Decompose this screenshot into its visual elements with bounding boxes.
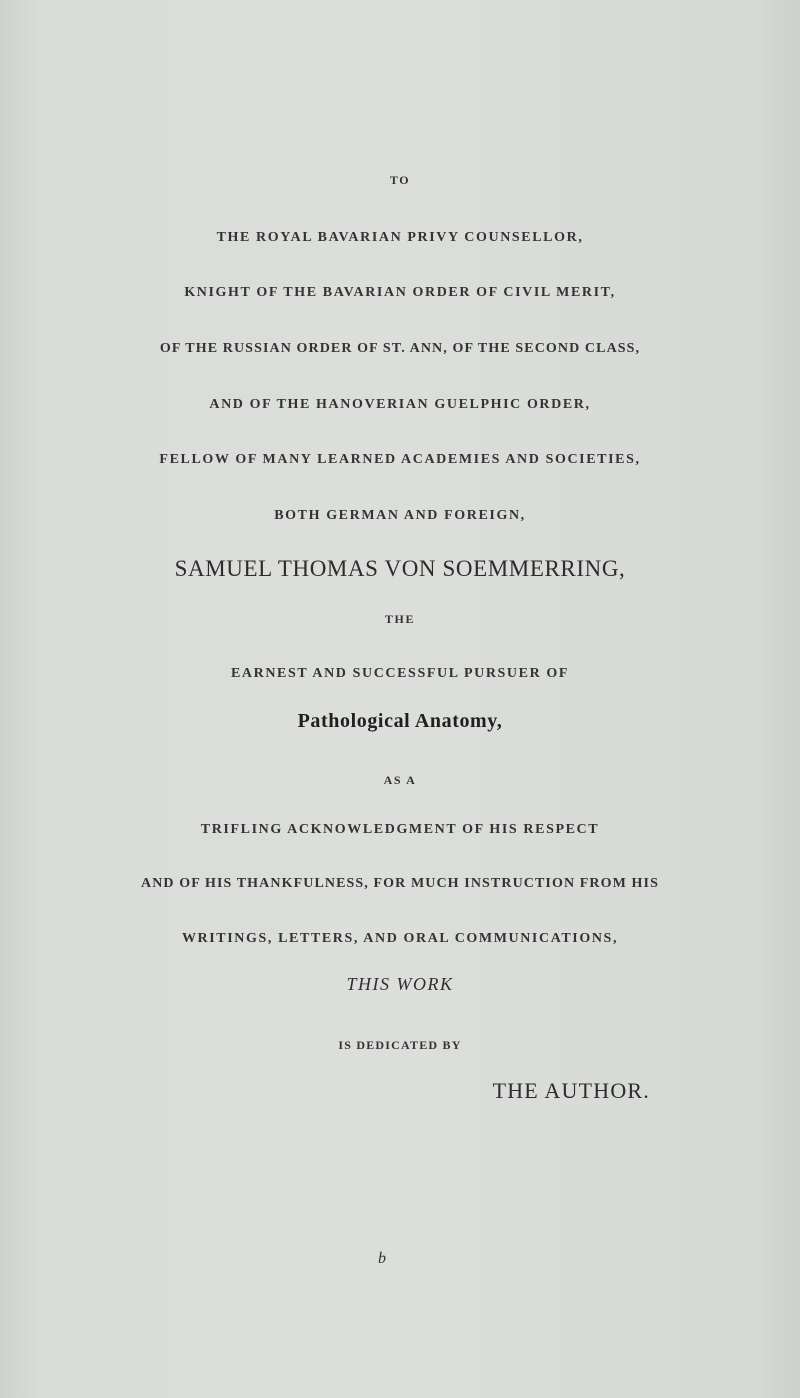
dedication-dedicated-by: IS DEDICATED BY <box>338 1038 462 1052</box>
dedication-line-pursuer: EARNEST AND SUCCESSFUL PURSUER OF <box>230 666 570 681</box>
dedication-line-russian-order: OF THE RUSSIAN ORDER OF ST. ANN, OF THE SECOND CLASS, <box>159 341 641 356</box>
dedication-the: THE <box>384 612 416 626</box>
dedication-line-knight: KNIGHT OF THE BAVARIAN ORDER OF CIVIL MERIT, <box>184 285 616 300</box>
dedication-line-fellow: FELLOW OF MANY LEARNED ACADEMIES AND SOCIETIES, <box>159 452 641 467</box>
dedication-line-writings: WRITINGS, LETTERS, AND ORAL COMMUNICATIONS, <box>181 931 619 946</box>
dedication-as-a: AS A <box>383 773 417 787</box>
dedication-line-german-foreign: BOTH GERMAN AND FOREIGN, <box>274 508 526 523</box>
signature-mark: b <box>378 1250 386 1267</box>
dedication-this-work: THIS WORK <box>346 974 454 994</box>
dedication-line-royal-counsellor: THE ROYAL BAVARIAN PRIVY COUNSELLOR, <box>216 230 584 245</box>
dedication-author: THE AUTHOR. <box>492 1078 650 1103</box>
dedication-subject: Pathological Anatomy, <box>297 710 503 732</box>
dedication-line-acknowledgment: TRIFLING ACKNOWLEDGMENT OF HIS RESPECT <box>200 822 600 837</box>
dedication-line-thankfulness: AND OF HIS THANKFULNESS, FOR MUCH INSTRUCTION FROM HIS <box>141 876 659 891</box>
dedication-to: TO <box>389 173 411 187</box>
dedicatee-name: SAMUEL THOMAS VON SOEMMERRING, <box>174 556 626 581</box>
dedication-line-hanoverian: AND OF THE HANOVERIAN GUELPHIC ORDER, <box>209 397 591 412</box>
